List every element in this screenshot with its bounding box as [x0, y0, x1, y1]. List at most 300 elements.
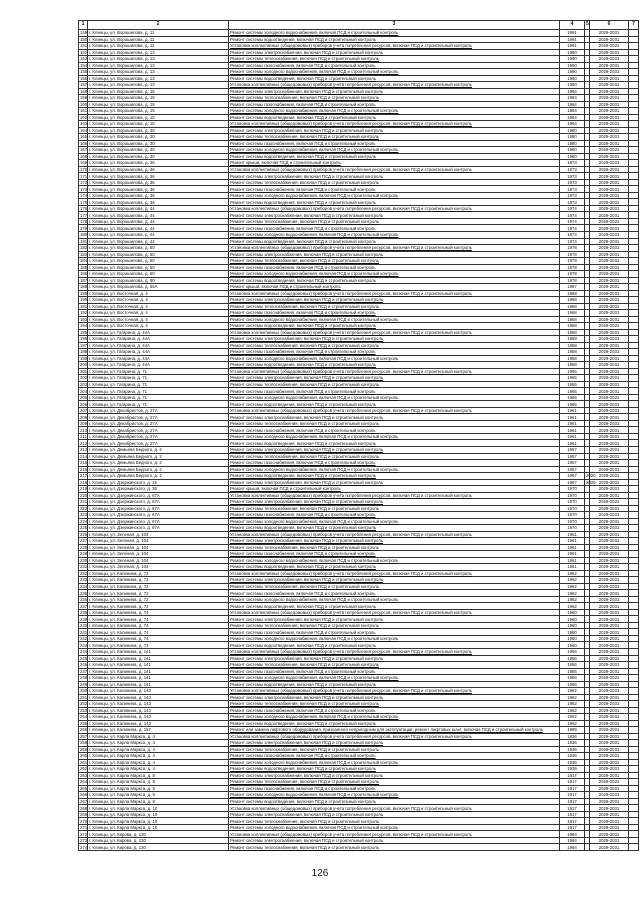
row-number: 165	[80, 134, 88, 140]
period-cell: 2029-2031	[590, 342, 629, 349]
year-cell: 1958	[560, 349, 585, 356]
year-cell: 1962	[560, 720, 585, 727]
row-number: 222	[80, 505, 88, 511]
year-cell: 1917	[560, 805, 585, 812]
work-type-cell: Установка коллективных (общедомовых) приборов учета потребления ресурсов, включая ПСД и строительный контроль	[229, 368, 560, 375]
row-number: 250	[80, 688, 88, 694]
year-cell: 1970	[560, 505, 585, 512]
period-cell: 2029-2031	[590, 603, 629, 610]
address-cell: г. Клинцы, ул. Ворошилова, д. 15	[88, 108, 229, 115]
year-cell: 1961	[560, 427, 585, 434]
address-cell: г. Клинцы, ул. Ворошилова, д. 36	[88, 192, 229, 199]
work-type-cell: Ремонт системы водоотведения, включая ПСД и строительный контроль	[229, 362, 560, 369]
row-number: 255	[80, 720, 88, 726]
work-type-cell: Ремонт системы электроснабжения, включая ПСД и строительный контроль	[229, 212, 560, 219]
work-type-cell: Ремонт системы холодного водоснабжения, включая ПСД и строительный контроль	[229, 271, 560, 278]
period-cell: 2029-2031	[590, 746, 629, 753]
address-cell: г. Клинцы, ул. Калинина, д. 74	[88, 622, 229, 629]
row-number: 160	[80, 101, 88, 107]
period-cell: 2029-2031	[590, 811, 629, 818]
year-cell: 1962	[560, 583, 585, 590]
year-cell: 1965	[560, 401, 585, 408]
work-type-cell: Ремонт системы водоотведения, включая ПСД и строительный контроль	[229, 75, 560, 82]
period-cell: 2029-2031	[590, 798, 629, 805]
work-type-cell: Ремонт крыши, включая ПСД и строительный контроль	[229, 486, 560, 493]
period-cell: 2029-2031	[590, 818, 629, 825]
year-cell: 1962	[560, 596, 585, 603]
year-cell: 1990	[560, 82, 585, 89]
header-row	[79, 21, 639, 30]
row-number: 256	[80, 727, 88, 733]
year-cell: 1962	[560, 688, 585, 695]
year-cell: 1962	[560, 707, 585, 714]
address-cell: г. Клинцы, ул. Калинина, д. 72	[88, 583, 229, 590]
year-cell: 1973	[560, 192, 585, 199]
note-cell	[629, 844, 639, 851]
year-cell: 1961	[560, 531, 585, 538]
document-sheet	[78, 20, 638, 851]
address-cell: г. Клинцы, ул. Ворошилова, д. 50	[88, 245, 229, 252]
period-cell: 2029-2031	[590, 251, 629, 258]
period-cell: 2029-2031	[590, 675, 629, 682]
work-type-cell: Ремонт системы электроснабжения, включая ПСД и строительный контроль	[229, 479, 560, 486]
work-type-cell: Ремонт системы электроснабжения, включая ПСД и строительный контроль	[229, 616, 560, 623]
work-type-cell: Ремонт системы газоснабжения, включая ПСД и строительный контроль	[229, 101, 560, 108]
row-number: 253	[80, 707, 88, 713]
row-number: 216	[80, 466, 88, 472]
period-cell: 2029-2031	[590, 140, 629, 147]
year-cell: 1960	[560, 635, 585, 642]
year-cell: 1973	[560, 199, 585, 206]
row-number: 181	[80, 238, 88, 244]
year-cell: 1970	[560, 512, 585, 519]
row-number: 228	[80, 544, 88, 550]
address-cell: г. Клинцы, ул. Восточная, д. 4	[88, 290, 229, 297]
row-number: 241	[80, 629, 88, 635]
period-cell: 2029-2031	[590, 179, 629, 186]
period-cell: 2029-2031	[590, 121, 629, 128]
row-number: 192	[80, 310, 88, 316]
row-number: 163	[80, 121, 88, 127]
address-cell: г. Клинцы, ул. Карла Маркса, д. 4	[88, 766, 229, 773]
period-cell: 2029-2031	[590, 766, 629, 773]
period-cell: 2029-2031	[590, 49, 629, 56]
page-number: 126	[311, 868, 329, 879]
work-type-cell: Ремонт системы холодного водоснабжения, включая ПСД и строительный контроль	[229, 316, 560, 323]
address-cell: г. Клинцы, ул. Кирова, д. 130	[88, 831, 229, 838]
work-type-cell: Ремонт системы газоснабжения, включая ПСД и строительный контроль	[229, 629, 560, 636]
row-number: 171	[80, 173, 88, 179]
period-cell: 2029-2031	[590, 336, 629, 343]
address-cell: г. Клинцы, ул. Гагарина, д. 71	[88, 381, 229, 388]
work-type-cell: Ремонт системы электроснабжения, включая ПСД и строительный контроль	[229, 49, 560, 56]
year-cell: 1978	[560, 271, 585, 278]
address-cell: г. Клинцы, ул. Карла Маркса, д. 8	[88, 772, 229, 779]
period-cell: 2029-2031	[590, 648, 629, 655]
address-cell: г. Клинцы, ул. Карла Маркса, д. 10	[88, 818, 229, 825]
period-cell: 2029-2031	[590, 694, 629, 701]
row-number: 153	[80, 56, 88, 62]
row-number: 237	[80, 603, 88, 609]
work-type-cell: Ремонт системы газоснабжения, включая ПСД и строительный контроль	[229, 427, 560, 434]
year-cell: 1936	[560, 759, 585, 766]
row-number: 161	[80, 108, 88, 114]
header-cell-5: 5	[585, 21, 590, 30]
year-cell: 1917	[560, 798, 585, 805]
work-type-cell: Ремонт системы водоотведения, включая ПСД и строительный контроль	[229, 525, 560, 532]
year-cell: 1984	[560, 108, 585, 115]
work-type-cell: Ремонт системы холодного водоснабжения, включая ПСД и строительный контроль	[229, 192, 560, 199]
period-cell: 2029-2031	[590, 225, 629, 232]
year-cell: 1965	[560, 375, 585, 382]
address-cell: г. Клинцы, ул. Кирова, д. 130	[88, 844, 229, 851]
address-cell: г. Клинцы, ул. Восточная, д. 4	[88, 297, 229, 304]
row-number: 179	[80, 225, 88, 231]
year-cell: 1917	[560, 772, 585, 779]
work-type-cell: Ремонт системы холодного водоснабжения, включая ПСД и строительный контроль	[229, 147, 560, 154]
address-cell: г. Клинцы, ул. Ворошилова, д. 30	[88, 147, 229, 154]
work-type-cell: Ремонт системы холодного водоснабжения, включая ПСД и строительный контроль	[229, 69, 560, 76]
work-type-cell: Ремонт системы холодного водоснабжения, включая ПСД и строительный контроль	[229, 596, 560, 603]
address-cell: г. Клинцы, ул. Дзержинского, д. 67А	[88, 505, 229, 512]
year-cell: 1936	[560, 733, 585, 740]
period-cell: 2029-2031	[590, 714, 629, 721]
year-cell: 1984	[560, 837, 585, 844]
year-cell: 1984	[560, 844, 585, 851]
address-cell: г. Клинцы, ул. Карла Маркса, д. 4	[88, 746, 229, 753]
year-cell: 1980	[560, 127, 585, 134]
address-cell: г. Клинцы, ул. Ворошилова, д. 13	[88, 75, 229, 82]
address-cell: г. Клинцы, ул. Ворошилова, д. 50	[88, 251, 229, 258]
address-cell: г. Клинцы, ул. Калинина, д. 141	[88, 681, 229, 688]
year-cell: 1917	[560, 785, 585, 792]
address-cell: г. Клинцы, ул. Калинина, д. 74	[88, 635, 229, 642]
year-cell: 1961	[560, 440, 585, 447]
address-cell: г. Клинцы, ул. Зеленая, д. 104	[88, 538, 229, 545]
work-type-cell: Ремонт системы водоотведения, включая ПСД и строительный контроль	[229, 199, 560, 206]
year-cell: 1974	[560, 205, 585, 212]
period-cell: 2029-2031	[590, 831, 629, 838]
address-cell: г. Клинцы, ул. Калинина, д. 74	[88, 642, 229, 649]
address-cell: г. Клинцы, ул. Ворошилова, д. 36	[88, 166, 229, 173]
work-type-cell: Ремонт системы газоснабжения, включая ПСД и строительный контроль	[229, 186, 560, 193]
period-cell: 2029-2031	[590, 375, 629, 382]
period-cell: 2029-2031	[590, 733, 629, 740]
work-type-cell: Установка коллективных (общедомовых) приборов учета потребления ресурсов, включая ПСД и строительный контроль	[229, 82, 560, 89]
row-number: 224	[80, 518, 88, 524]
work-type-cell: Ремонт системы водоотведения, включая ПСД и строительный контроль	[229, 564, 560, 571]
year-cell: 1956	[560, 648, 585, 655]
work-type-cell: Установка коллективных (общедомовых) приборов учета потребления ресурсов, включая ПСД и строительный контроль	[229, 245, 560, 252]
extra-year-cell: 2020	[586, 473, 596, 479]
row-number: 272	[80, 831, 88, 837]
period-cell: 2029-2031	[590, 518, 629, 525]
year-cell: 1968	[560, 316, 585, 323]
work-type-cell: Ремонт системы водоотведения, включая ПСД и строительный контроль	[229, 798, 560, 805]
address-cell: г. Клинцы, ул. Калинина, д. 72	[88, 570, 229, 577]
row-number: 220	[80, 492, 88, 498]
row-number: 261	[80, 759, 88, 765]
row-number: 198	[80, 349, 88, 355]
row-number: 203	[80, 382, 88, 387]
work-type-cell: Ремонт системы теплоснабжения, включая ПСД и строительный контроль	[229, 701, 560, 708]
address-cell: г. Клинцы, ул. Ворошилова, д. 15	[88, 114, 229, 121]
row-number: 240	[80, 623, 88, 629]
work-type-cell: Ремонт системы электроснабжения, включая ПСД и строительный контроль	[229, 694, 560, 701]
work-type-cell: Ремонт системы холодного водоснабжения, включая ПСД и строительный контроль	[229, 30, 560, 37]
header-cell-3: 3	[229, 21, 560, 30]
period-cell: 2029-2031	[590, 355, 629, 362]
work-type-cell: Ремонт системы газоснабжения, включая ПСД и строительный контроль	[229, 590, 560, 597]
row-number: 246	[80, 662, 88, 668]
row-number: 149	[80, 30, 88, 36]
year-cell: 1956	[560, 655, 585, 662]
repair-table	[78, 20, 639, 851]
row-number: 188	[80, 284, 88, 290]
period-cell: 2029-2031	[590, 153, 629, 160]
period-cell: 2029-2031	[590, 447, 629, 454]
work-type-cell: Ремонт системы теплоснабжения, включая ПСД и строительный контроль	[229, 56, 560, 63]
year-cell: 1936	[560, 746, 585, 753]
work-type-cell: Ремонт системы газоснабжения, включая ПСД и строительный контроль	[229, 349, 560, 356]
row-number: 197	[80, 342, 88, 348]
year-cell: 1987	[560, 284, 585, 291]
work-type-cell: Ремонт системы электроснабжения, включая ПСД и строительный контроль	[229, 173, 560, 180]
row-number: 266	[80, 792, 88, 798]
work-type-cell: Ремонт системы электроснабжения, включая ПСД и строительный контроль	[229, 837, 560, 844]
period-cell: 2029-2031	[590, 258, 629, 265]
period-cell: 2029-2031	[590, 759, 629, 766]
period-cell: 2029-2031	[590, 160, 629, 167]
work-type-cell: Ремонт системы водоотведения, включая ПСД и строительный контроль	[229, 603, 560, 610]
row-number: 211	[80, 434, 87, 440]
period-cell: 2029-2031	[590, 473, 629, 480]
address-cell: г. Клинцы, ул. Декабристов, д. 27А	[88, 440, 229, 447]
row-number: 205	[80, 395, 88, 401]
period-cell: 2029-2031	[590, 720, 629, 727]
year-cell: 1958	[560, 355, 585, 362]
work-type-cell: Ремонт системы теплоснабжения, включая ПСД и строительный контроль	[229, 779, 560, 786]
period-cell: 2029-2031	[590, 329, 629, 336]
period-cell: 2029-2031	[590, 688, 629, 695]
address-cell: г. Клинцы, ул. Калинина, д. 141	[88, 655, 229, 662]
address-cell: г. Клинцы, ул. Декабристов, д. 27А	[88, 407, 229, 414]
work-type-cell: Ремонт системы газоснабжения, включая ПСД и строительный контроль	[229, 551, 560, 558]
row-number: 242	[80, 636, 88, 642]
work-type-cell: Ремонт системы теплоснабжения, включая ПСД и строительный контроль	[229, 583, 560, 590]
row-number: 229	[80, 551, 88, 557]
work-type-cell: Установка коллективных (общедомовых) приборов учета потребления ресурсов, включая ПСД и строительный контроль	[229, 329, 560, 336]
year-cell: 1956	[560, 675, 585, 682]
work-type-cell: Ремонт системы теплоснабжения, включая ПСД и строительный контроль	[229, 381, 560, 388]
row-number: 173	[80, 186, 88, 192]
table-row	[79, 844, 639, 851]
row-number: 157	[80, 82, 88, 88]
year-cell: 1970	[560, 492, 585, 499]
period-cell: 2029-2031	[590, 205, 629, 212]
period-cell: 2029-2031	[590, 290, 629, 297]
year-cell: 1962	[560, 714, 585, 721]
row-number: 180	[80, 232, 88, 238]
row-number: 270	[80, 818, 88, 824]
row-number: 152	[80, 49, 88, 55]
address-cell: г. Клинцы, ул. Калинина, д. 72	[88, 603, 229, 610]
period-cell: 2029-2031	[590, 557, 629, 564]
work-type-cell: Установка коллективных (общедомовых) приборов учета потребления ресурсов, включая ПСД и строительный контроль	[229, 570, 560, 577]
year-cell: 1990	[560, 49, 585, 56]
period-cell: 2029-2031	[590, 218, 629, 225]
period-cell: 2029-2031	[590, 844, 629, 851]
extra-year-cell: 2029	[586, 479, 596, 485]
address-cell: г. Клинцы, ул. Ворошилова, д. 11	[88, 36, 229, 43]
year-cell: 1968	[560, 297, 585, 304]
work-type-cell: Ремонт системы электроснабжения, включая ПСД и строительный контроль	[229, 772, 560, 779]
row-number: 193	[80, 316, 88, 322]
year-cell: 1962	[560, 694, 585, 701]
year-cell: 1965	[560, 368, 585, 375]
row-number: 251	[80, 694, 88, 700]
period-cell: 2029-2031	[590, 551, 629, 558]
row-number: 264	[80, 779, 88, 785]
work-type-cell: Ремонт системы газоснабжения, включая ПСД и строительный контроль	[229, 264, 560, 271]
work-type-cell: Ремонт системы электроснабжения, включая ПСД и строительный контроль	[229, 577, 560, 584]
address-cell: г. Клинцы, ул. Ворошилова, д. 50	[88, 271, 229, 278]
period-cell: 2029-2031	[590, 433, 629, 440]
year-cell: 1917	[560, 792, 585, 799]
address-cell: г. Клинцы, ул. Гагарина, д. 44А	[88, 355, 229, 362]
row-number: 274	[80, 844, 88, 850]
row-number: 194	[80, 323, 88, 329]
row-number: 245	[80, 655, 88, 661]
period-cell: 2029-2031	[590, 544, 629, 551]
address-cell: г. Клинцы, ул. Зеленая, д. 104	[88, 551, 229, 558]
period-cell: 2029-2031	[590, 134, 629, 141]
period-cell: 2029-2031	[590, 420, 629, 427]
year-cell: 1970	[560, 486, 585, 493]
period-cell: 2029-2031	[590, 662, 629, 669]
row-number: 151	[80, 43, 88, 49]
row-number: 166	[80, 140, 88, 146]
year-cell: 1991	[560, 30, 585, 37]
period-cell: 2029-2031	[590, 303, 629, 310]
year-cell: 1990	[560, 69, 585, 76]
row-number: 273	[80, 838, 88, 844]
period-cell: 2029-2031	[590, 69, 629, 76]
address-cell: г. Клинцы, ул. Карла Маркса, д. 8	[88, 798, 229, 805]
period-cell: 2029-2031	[590, 192, 629, 199]
address-cell: г. Клинцы, ул. Дзержинского, д. 67А	[88, 492, 229, 499]
address-cell: г. Клинцы, ул. Декабристов, д. 27А	[88, 433, 229, 440]
period-cell: 2029-2031	[590, 349, 629, 356]
address-cell: г. Клинцы, ул. Гагарина, д. 71	[88, 375, 229, 382]
row-number: 227	[80, 538, 88, 544]
period-cell: 2029-2031	[590, 427, 629, 434]
period-cell: 2029-2031	[590, 590, 629, 597]
year-cell: 1962	[560, 701, 585, 708]
year-cell: 1965	[560, 388, 585, 395]
work-type-cell: Ремонт системы холодного водоснабжения, включая ПСД и строительный контроль	[229, 824, 560, 831]
address-cell: г. Клинцы, ул. Калинина, д. 143	[88, 701, 229, 708]
period-cell: 2029-2031	[590, 479, 629, 486]
address-cell: г. Клинцы, ул. Дзержинского, д. 67А	[88, 512, 229, 519]
period-cell: 2029-2031	[590, 407, 629, 414]
work-type-cell: Ремонт системы электроснабжения, включая ПСД и строительный контроль	[229, 655, 560, 662]
address-cell: г. Клинцы, ул. Демьяна Бедного, д. 2	[88, 447, 229, 454]
address-cell: г. Клинцы, ул. Карла Маркса, д. 4	[88, 759, 229, 766]
address-cell: г. Клинцы, ул. Ворошилова, д. 11	[88, 30, 229, 37]
address-cell: г. Клинцы, ул. Дзержинского, д. 67А	[88, 499, 229, 506]
year-cell: 1970	[560, 518, 585, 525]
row-number: 252	[80, 701, 88, 707]
work-type-cell: Ремонт системы водоотведения, включая ПСД и строительный контроль	[229, 681, 560, 688]
address-cell: г. Клинцы, ул. Гагарина, д. 44А	[88, 362, 229, 369]
row-number: 206	[80, 401, 88, 407]
row-number: 154	[80, 62, 88, 68]
address-cell: г. Клинцы, ул. Калинина, д. 141	[88, 648, 229, 655]
period-cell: 2029-2031	[590, 284, 629, 291]
address-cell: г. Клинцы, ул. Ворошилова, д. 13	[88, 69, 229, 76]
row-number: 174	[80, 193, 88, 199]
work-type-cell: Ремонт системы газоснабжения, включая ПСД и строительный контроль	[229, 225, 560, 232]
period-cell: 2029-2031	[590, 166, 629, 173]
year-cell: 1962	[560, 570, 585, 577]
work-type-cell: Ремонт системы теплоснабжения, включая ПСД и строительный контроль	[229, 303, 560, 310]
work-type-cell: Ремонт системы холодного водоснабжения, включая ПСД и строительный контроль	[229, 557, 560, 564]
year-cell: 1968	[560, 303, 585, 310]
year-cell: 1957	[560, 453, 585, 460]
address-cell: г. Клинцы, ул. Калинина, д. 72	[88, 577, 229, 584]
row-number: 162	[80, 114, 88, 120]
year-cell: 1978	[560, 258, 585, 265]
header-cell-6: 6	[590, 21, 629, 30]
year-cell: 1973	[560, 166, 585, 173]
work-type-cell: Ремонт системы водоотведения, включая ПСД и строительный контроль	[229, 277, 560, 284]
year-cell: 1991	[560, 36, 585, 43]
work-type-cell: Ремонт системы электроснабжения, включая ПСД и строительный контроль	[229, 447, 560, 454]
period-cell: 2029-2031	[590, 655, 629, 662]
row-number: 263	[80, 772, 88, 778]
row-number: 225	[80, 525, 88, 531]
period-cell: 2029-2031	[590, 629, 629, 636]
address-cell: г. Клинцы, ул. Гагарина, д. 44А	[88, 329, 229, 336]
row-number: 150	[80, 36, 88, 42]
address-cell: г. Клинцы, ул. Дзержинского, д. 36	[88, 486, 229, 493]
row-number: 215	[80, 460, 88, 466]
period-cell: 2029-2031	[590, 75, 629, 82]
period-cell: 2029-2031	[590, 173, 629, 180]
address-cell: г. Клинцы, ул. Карла Маркса, д. 8	[88, 785, 229, 792]
row-number: 249	[80, 681, 88, 687]
address-cell: г. Клинцы, ул. Восточная, д. 4	[88, 303, 229, 310]
address-cell: г. Клинцы, ул. Калинина, д. 143	[88, 688, 229, 695]
row-number: 210	[80, 427, 88, 433]
address-cell: г. Клинцы, ул. Дзержинского, д. 67А	[88, 518, 229, 525]
address-cell: г. Клинцы, ул. Дзержинского, д. 67А	[88, 525, 229, 532]
year-cell: 1984	[560, 114, 585, 121]
period-cell: 2029-2031	[590, 785, 629, 792]
row-number: 196	[80, 336, 88, 342]
address-cell: г. Клинцы, ул. Ворошилова, д. 44	[88, 231, 229, 238]
work-type-cell: Ремонт системы электроснабжения, включая ПСД и строительный контроль	[229, 740, 560, 747]
row-number: 221	[80, 499, 88, 505]
period-cell: 2029-2031	[590, 297, 629, 304]
year-cell: 1974	[560, 231, 585, 238]
work-type-cell: Ремонт системы газоснабжения, включая ПСД и строительный контроль	[229, 62, 560, 69]
year-cell: 1974	[560, 225, 585, 232]
work-type-cell: Ремонт системы водоотведения, включая ПСД и строительный контроль	[229, 36, 560, 43]
year-cell: 1961	[560, 420, 585, 427]
work-type-cell: Ремонт системы водоотведения, включая ПСД и строительный контроль	[229, 440, 560, 447]
